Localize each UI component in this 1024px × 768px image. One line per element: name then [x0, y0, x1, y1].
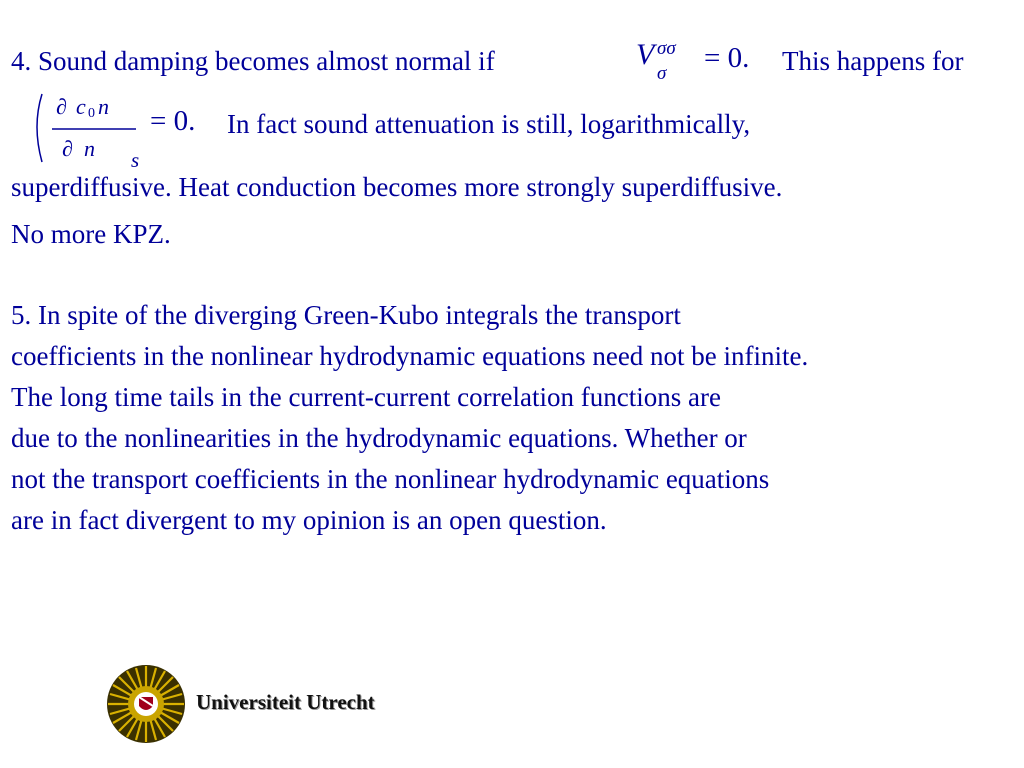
item5-line5: not the transport coefficients in the nonlinear hydrodynamic equations — [11, 464, 770, 494]
item4-line1-tail: This happens for — [782, 46, 964, 76]
eq2-rhs: = 0. — [150, 105, 196, 137]
university-name: Universiteit Utrecht — [196, 690, 375, 714]
item4-line1-text: 4. Sound damping becomes almost normal if — [11, 46, 495, 76]
eq2-den-partial: ∂ — [62, 136, 73, 161]
eq1-rhs: = 0. — [704, 42, 750, 74]
item5-line1: 5. In spite of the diverging Green-Kubo integrals the transport — [11, 300, 681, 330]
eq1-superscript: σσ — [657, 38, 676, 59]
eq2-num-n: n — [98, 94, 109, 119]
eq1-v: V — [636, 38, 655, 71]
item4-line2-text: In fact sound attenuation is still, logarithmically, — [227, 109, 751, 139]
item5-line6: are in fact divergent to my opinion is an open question. — [11, 505, 607, 535]
item5-line3: The long time tails in the current-current correlation functions are — [11, 382, 721, 412]
item5-line4: due to the nonlinearities in the hydrodynamic equations. Whether or — [11, 423, 747, 453]
item4-line4-text: No more KPZ. — [11, 219, 171, 249]
university-seal-icon — [106, 664, 186, 744]
eq2-subscript-s: s — [131, 148, 140, 172]
eq1-subscript: σ — [657, 63, 667, 84]
eq2-num-c: c — [76, 94, 86, 119]
item4-line3-text: superdiffusive. Heat conduction becomes more strongly superdiffusive. — [11, 172, 783, 202]
eq2-num-partial: ∂ — [56, 94, 67, 119]
eq2-den-n: n — [84, 136, 95, 161]
item5-line2: coefficients in the nonlinear hydrodynamic equations need not be infinite. — [11, 341, 809, 371]
eq2-num-sub: 0 — [88, 106, 95, 121]
